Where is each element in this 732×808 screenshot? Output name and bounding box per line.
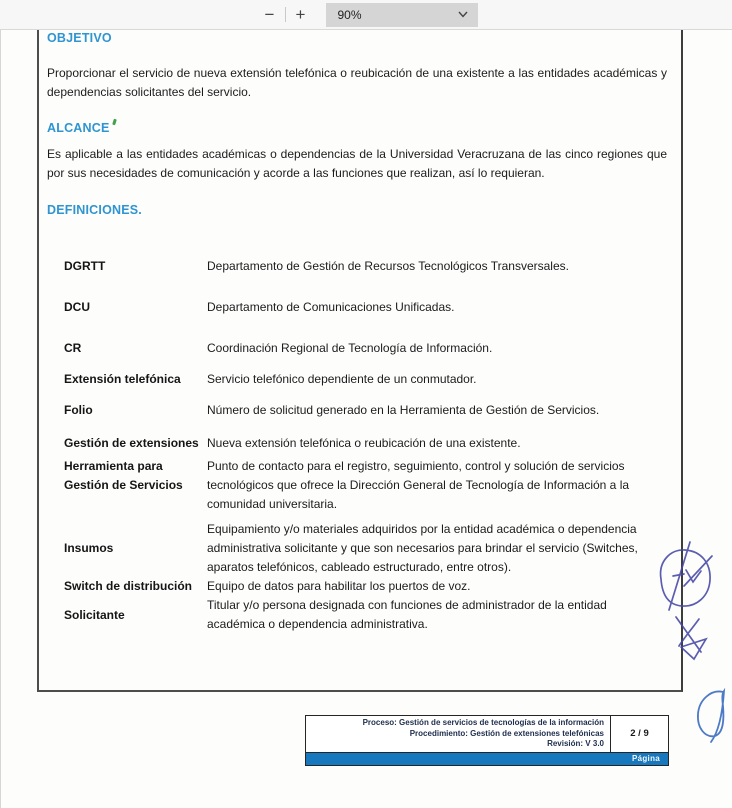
definition-term: Gestión de extensiones: [64, 436, 199, 450]
definition-text: Coordinación Regional de Tecnología de Información.: [207, 341, 493, 355]
definition-text: Punto de contacto para el registro, seguimiento, control y solución de servicios tecnológicos que ofrece la Dirección General de Tecnología de Información a la comunidad universitaria.: [207, 459, 630, 511]
section-heading-definiciones: DEFINICIONES.: [47, 203, 142, 217]
definition-row: [64, 257, 667, 276]
definition-term: DGRTT: [64, 259, 106, 273]
definition-text: Equipo de datos para habilitar los puertos de voz.: [207, 579, 471, 593]
zoom-level-select[interactable]: [326, 3, 478, 27]
definition-term: Folio: [64, 403, 93, 417]
definition-row: [64, 434, 667, 453]
definition-text: Servicio telefónico dependiente de un conmutador.: [207, 372, 477, 386]
scan-edge: [0, 30, 1, 808]
definition-text: Número de solicitud generado en la Herramienta de Gestión de Servicios.: [207, 403, 600, 417]
definition-term: Extensión telefónica: [64, 372, 181, 386]
document-page: [0, 30, 732, 808]
zoom-in-button[interactable]: +: [286, 1, 316, 29]
cursive-loop-ink-mark: [698, 691, 724, 742]
objetivo-paragraph: Proporcionar el servicio de nueva extensión telefónica o reubicación de una existente a las entidades académicas y dependencias solicitantes del servicio.: [47, 66, 667, 99]
pdf-viewer-toolbar: [0, 0, 732, 30]
zoom-level-value: 90%: [337, 7, 362, 22]
definition-row: [64, 577, 667, 596]
footer-revision: Revisión: V 3.0: [547, 739, 604, 748]
footer-pagina-bar: [306, 752, 668, 765]
definition-text: Equipamiento y/o materiales adquiridos por la entidad académica o dependencia administrativa solicitante y que son necesarios para brindar el servicio (Switches, aparatos telefónicos, cableado estructurado, entre otros).: [207, 522, 638, 574]
footer-process-table: [305, 715, 669, 766]
definition-term: Switch de distribución: [64, 579, 193, 593]
footer-meta-cell: [306, 716, 610, 752]
footer-procedimiento: Procedimiento: Gestión de extensiones telefónicas: [409, 728, 604, 738]
definition-term: Herramienta para Gestión de Servicios: [64, 459, 183, 492]
definition-row: [64, 298, 667, 317]
definition-term: Insumos: [64, 541, 114, 555]
definition-row: [64, 370, 667, 389]
definition-text: Titular y/o persona designada con funciones de administrador de la entidad académica o dependencia administrativa.: [207, 598, 607, 631]
definitions-list: [64, 257, 667, 634]
definition-term: Solicitante: [64, 607, 125, 622]
definition-row: [64, 401, 667, 420]
section-heading-objetivo: OBJETIVO: [47, 31, 112, 45]
footer-pagina-label: Página: [631, 754, 660, 763]
definition-term: DCU: [64, 300, 90, 314]
zoom-out-button[interactable]: −: [255, 1, 285, 29]
document-content-frame: [37, 30, 683, 692]
footer-proceso: Proceso: Gestión de servicios de tecnologías de la información: [362, 718, 604, 727]
definition-row: [64, 457, 667, 514]
definition-row: [64, 520, 667, 577]
section-heading-alcance: ALCANCE: [47, 121, 110, 135]
definition-term: CR: [64, 341, 82, 355]
definition-text: Nueva extensión telefónica o reubicación de una existente.: [207, 436, 521, 450]
alcance-paragraph: Es aplicable a las entidades académicas o dependencias de la Universidad Veracruzana de las cinco regiones que por sus necesidades de comunicación y acorde a las funciones que realizan, así lo requieran.: [47, 147, 667, 180]
chevron-down-icon: [458, 11, 468, 18]
definition-text: Departamento de Gestión de Recursos Tecnológicos Transversales.: [207, 259, 569, 273]
definition-row: [64, 596, 667, 634]
definition-row: [64, 339, 667, 358]
footer-page-number: 2 / 9: [610, 716, 668, 752]
definition-text: Departamento de Comunicaciones Unificadas.: [207, 300, 455, 314]
